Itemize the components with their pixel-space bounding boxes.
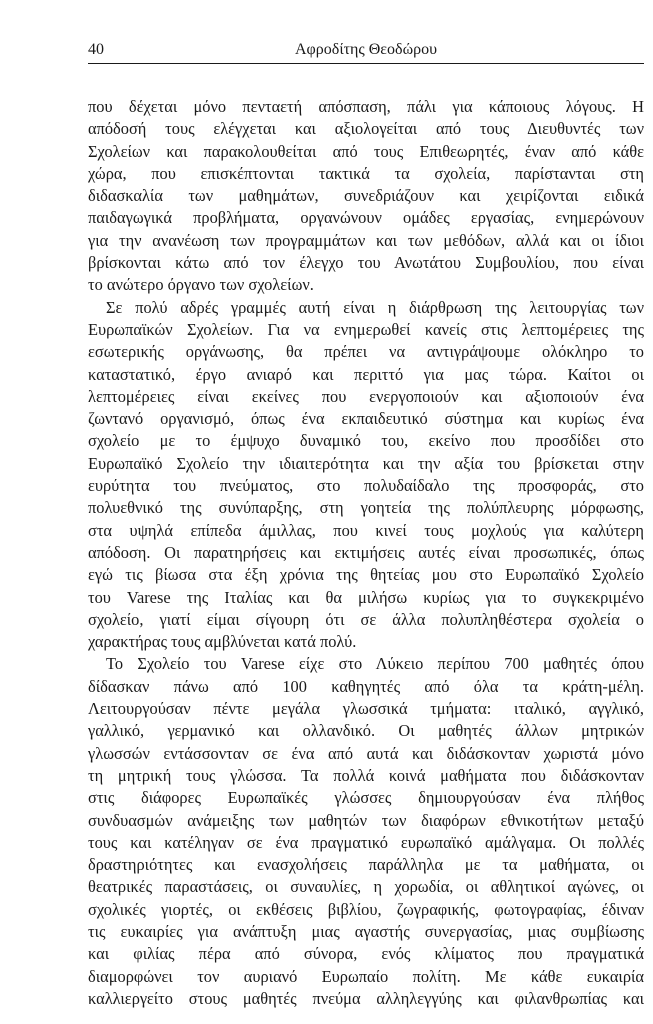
text-line: απόδοσή τους ελέγχεται και αξιολογείται από τους Διευθυντές των <box>88 119 644 139</box>
text-line: τους και κατέληγαν σε ένα πραγματικό ευρωπαϊκό αμάλγαμα. Οι πολλές <box>88 832 644 852</box>
text-line: δίδασκαν πάνω από 100 καθηγητές από όλα τα κράτη-μέλη. <box>88 676 644 696</box>
text-line: Σε πολύ αδρές γραμμές αυτή είναι η διάρθρωση της λειτουργίας των <box>106 297 644 317</box>
text-line: διαμορφώνει τον αυριανό Ευρωπαίο πολίτη. Με κάθε ευκαιρία <box>88 966 644 986</box>
text-line: λεπτομέρειες είναι εκείνες που ενεργοποιούν και αξιοποιούν ένα <box>88 386 644 406</box>
text-line: και φιλίας πέρα από σύνορα, ενός κλίματος που πραγματικά <box>88 944 644 964</box>
text-line: του Varese της Ιταλίας και θα μιλήσω κυρίως για το συγκεκριμένο <box>88 587 644 607</box>
text-line: καταστατικό, έργο ανιαρό και περιττό για μας τώρα. Καίτοι οι <box>88 364 644 384</box>
text-line: παιδαγωγικά προβλήματα, οργανώνουν ομάδες εργασίας, ενημερώνουν <box>88 208 644 228</box>
text-line: Σχολείων και παρακολουθείται από τους Επιθεωρητές, έναν από κάθε <box>88 141 644 161</box>
text-line: Το Σχολείο του Varese είχε στο Λύκειο περίπου 700 μαθητές όπου <box>106 654 644 674</box>
text-line: Ευρωπαϊκό Σχολείο την ιδιαιτερότητα και την αξία του βρίσκεται στην <box>88 453 644 473</box>
running-head: Αφροδίτης Θεοδώρου <box>295 41 437 58</box>
page-header <box>88 40 644 66</box>
text-line: Λειτουργούσαν πέντε μεγάλα γλωσσικά τμήματα: ιταλικό, αγγλικό, <box>88 699 644 719</box>
text-line: σχολείο με το έμψυχο δυναμικό του, εκείνο που προσδίδει στο <box>88 431 644 451</box>
text-line: γλωσσών εντάσσονταν σε ένα από αυτά και διδάσκονταν χωριστά μόνο <box>88 743 644 763</box>
page-number: 40 <box>88 41 104 58</box>
text-line: τη μητρική τους γλώσσα. Τα πολλά κοινά μαθήματα που διδάσκονταν <box>88 765 644 785</box>
header-rule <box>88 63 644 64</box>
text-line: το ανώτερο όργανο των σχολείων. <box>88 275 314 295</box>
text-line: ζωντανό οργανισμό, όπως ένα εκπαιδευτικό σύστημα και κυρίως ένα <box>88 409 644 429</box>
text-line: χώρα, που επισκέπτονται τακτικά τα σχολεία, παρίστανται στη <box>88 163 644 183</box>
text-line: σχολικές γιορτές, οι εκθέσεις βιβλίου, ζωγραφικής, φωτογραφίας, έδιναν <box>88 899 644 919</box>
text-line: χαρακτήρας τους αμβλύνεται κατά πολύ. <box>88 632 357 652</box>
text-line: θεατρικές παραστάσεις, οι συναυλίες, η χορωδία, οι αθλητικοί αγώνες, οι <box>88 877 644 897</box>
text-line: εσωτερικής οργάνωσης, θα πρέπει να αντιγράψουμε ολόκληρο το <box>88 342 644 362</box>
text-line: Ευρωπαϊκών Σχολείων. Για να ενημερωθεί κανείς στις λεπτομέρειες της <box>88 319 644 339</box>
text-line: ευρύτητα του πνεύματος, στο πολυδαίδαλο της προσφοράς, στο <box>88 476 644 496</box>
text-line: συνδυασμών ανάμειξης των μαθητών των διαφόρων εθνικοτήτων μεταξύ <box>88 810 644 830</box>
text-line: γαλλικό, γερμανικό και ολλανδικό. Οι μαθητές άλλων μητρικών <box>88 721 644 741</box>
text-line: πολυεθνικό της συνύπαρξης, στη γοητεία της πολύπλευρης μόρφωσης, <box>88 498 644 518</box>
text-line: τις ευκαιρίες για ανάπτυξη μιας αγαστής συνεργασίας, μιας συμβίωσης <box>88 921 644 941</box>
text-line: που δέχεται μόνο πενταετή απόσπαση, πάλι για κάποιους λόγους. Η <box>88 97 644 116</box>
text-line: απόδοση. Οι παρατηρήσεις και εκτιμήσεις αυτές είναι προσωπικές, όπως <box>88 542 644 562</box>
text-line: για την ανανέωση των προγραμμάτων και των μεθόδων, αλλά και οι ίδιοι <box>88 230 644 250</box>
text-line: βρίσκονται κάτω από τον έλεγχο του Ανωτάτου Συμβουλίου, που είναι <box>88 253 644 273</box>
text-line: σχολείο, γιατί είμαι σίγουρη ότι σε άλλα πολυπληθέστερα σχολεία ο <box>88 609 644 629</box>
text-line: εγώ τις βίωσα στα έξη χρόνια της θητείας μου στο Ευρωπαϊκό Σχολείο <box>88 565 644 585</box>
text-line: στα υψηλά επίπεδα άμιλλας, που κινεί τους μοχλούς για καλύτερη <box>88 520 644 540</box>
text-line: στις διάφορες Ευρωπαϊκές γλώσσες δημιουργούσαν ένα πλήθος <box>88 788 644 808</box>
text-line: καλλιεργείτο στους μαθητές πνεύμα αλληλεγγύης και φιλανθρωπίας και <box>88 988 644 1008</box>
body-text <box>88 96 644 1010</box>
text-line: δραστηριότητες και ενασχολήσεις παράλληλα με τα μαθήματα, οι <box>88 855 644 875</box>
text-line: διδασκαλία των μαθημάτων, συνεδριάζουν και χειρίζονται ειδικά <box>88 186 644 206</box>
